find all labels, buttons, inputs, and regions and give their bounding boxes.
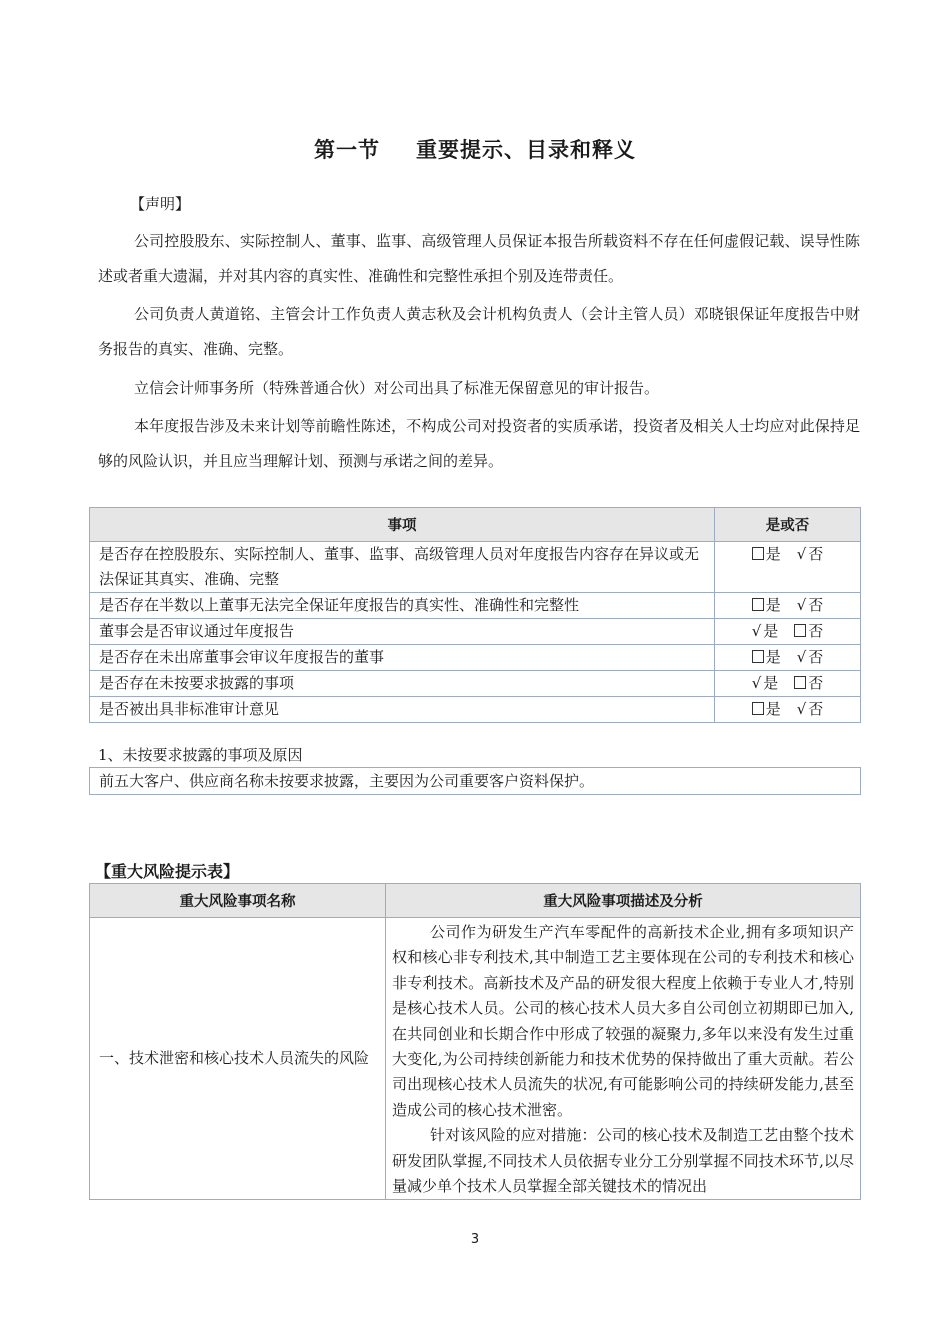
option-unchecked xyxy=(794,671,823,696)
option-label: 否 xyxy=(808,674,824,692)
matter-answer xyxy=(715,671,861,697)
matter-answer xyxy=(715,593,861,619)
option-unchecked xyxy=(752,645,781,670)
option-checked xyxy=(752,671,779,696)
table-row xyxy=(90,918,861,1200)
undisclosed-content: 前五大客户、供应商名称未按要求披露，主要因为公司重要客户资料保护。 xyxy=(90,768,861,795)
option-label: 是 xyxy=(765,596,781,614)
option-label: 是 xyxy=(763,622,779,640)
option-label: 是 xyxy=(763,674,779,692)
matter-answer xyxy=(715,542,861,593)
risk-description xyxy=(386,918,861,1200)
option-label: 否 xyxy=(808,648,824,666)
checkbox-empty-icon xyxy=(752,702,764,715)
matters-header-item: 事项 xyxy=(90,508,715,542)
risk-header-desc: 重大风险事项描述及分析 xyxy=(386,884,861,918)
table-row xyxy=(90,619,861,645)
option-label: 否 xyxy=(808,596,824,614)
option-checked xyxy=(752,619,779,644)
option-checked xyxy=(797,542,824,567)
matters-header-answer: 是或否 xyxy=(715,508,861,542)
table-row xyxy=(90,542,861,593)
matter-item: 是否存在半数以上董事无法完全保证年度报告的真实性、准确性和完整性 xyxy=(90,593,715,619)
declaration-paragraph: 公司控股股东、实际控制人、董事、监事、高级管理人员保证本报告所载资料不存在任何虚假记载、误导性陈述或者重大遗漏，并对其内容的真实性、准确性和完整性承担个别及连带责任。 xyxy=(98,232,860,285)
matter-answer xyxy=(715,697,861,723)
section-number: 第一节 xyxy=(314,138,380,162)
undisclosed-table xyxy=(89,767,861,795)
matter-item: 董事会是否审议通过年度报告 xyxy=(90,619,715,645)
declaration-paragraph: 公司负责人黄道铭、主管会计工作负责人黄志秋及会计机构负责人（会计主管人员）邓晓银保证年度报告中财务报告的真实、准确、完整。 xyxy=(98,305,860,358)
option-checked xyxy=(797,697,824,722)
matter-item: 是否被出具非标准审计意见 xyxy=(90,697,715,723)
option-label: 是 xyxy=(765,648,781,666)
table-row xyxy=(90,645,861,671)
page-title xyxy=(0,134,950,164)
option-unchecked xyxy=(752,542,781,567)
check-mark-icon: √ xyxy=(796,700,807,718)
option-checked xyxy=(797,645,824,670)
declaration-paragraph: 本年度报告涉及未来计划等前瞻性陈述，不构成公司对投资者的实质承诺，投资者及相关人士均应对此保持足够的风险认识，并且应当理解计划、预测与承诺之间的差异。 xyxy=(98,417,860,470)
page-number: 3 xyxy=(470,1232,480,1247)
option-label: 是 xyxy=(765,700,781,718)
risk-name: 一、技术泄密和核心技术人员流失的风险 xyxy=(90,918,386,1200)
matter-item: 是否存在未出席董事会审议年度报告的董事 xyxy=(90,645,715,671)
option-unchecked xyxy=(752,697,781,722)
option-label: 否 xyxy=(808,622,824,640)
table-row xyxy=(90,671,861,697)
checkbox-empty-icon xyxy=(752,650,764,663)
check-mark-icon: √ xyxy=(751,674,762,692)
option-checked xyxy=(797,593,824,618)
matter-item: 是否存在控股股东、实际控制人、董事、监事、高级管理人员对年度报告内容存在异议或无法保证其真实、准确、完整 xyxy=(90,542,715,593)
option-unchecked xyxy=(794,619,823,644)
check-mark-icon: √ xyxy=(751,622,762,640)
declaration-paragraph: 立信会计师事务所（特殊普通合伙）对公司出具了标准无保留意见的审计报告。 xyxy=(134,379,660,397)
checkbox-empty-icon xyxy=(794,624,806,637)
check-mark-icon: √ xyxy=(796,545,807,563)
matter-item: 是否存在未按要求披露的事项 xyxy=(90,671,715,697)
option-label: 否 xyxy=(808,700,824,718)
risk-table xyxy=(89,883,861,1200)
section-title-text: 重要提示、目录和释义 xyxy=(416,138,636,162)
risk-table-title: 【重大风险提示表】 xyxy=(95,862,240,881)
option-label: 是 xyxy=(765,545,781,563)
checkbox-empty-icon xyxy=(752,598,764,611)
option-unchecked xyxy=(752,593,781,618)
option-label: 否 xyxy=(808,545,824,563)
matter-answer xyxy=(715,645,861,671)
risk-paragraph: 针对该风险的应对措施：公司的核心技术及制造工艺由整个技术研发团队掌握,不同技术人员依据专业分工分别掌握不同技术环节,以尽量减少单个技术人员掌握全部关键技术的情况出 xyxy=(392,1126,854,1196)
table-row xyxy=(90,593,861,619)
matter-answer xyxy=(715,619,861,645)
declaration-label: 【声明】 xyxy=(130,195,191,213)
risk-paragraph: 公司作为研发生产汽车零配件的高新技术企业,拥有多项知识产权和核心非专利技术,其中制造工艺主要体现在公司的专利技术和核心非专利技术。高新技术及产品的研发很大程度上依赖于专业人才,特别是核心技术人员。公司的核心技术人员大多自公司创立初期即已加入,在共同创业和长期合作中形成了较强的凝聚力,多年以来没有发生过重大变化,为公司持续创新能力和技术优势的保持做出了重大贡献。若公司出现核心技术人员流失的状况,有可能影响公司的持续研发能力,甚至造成公司的核心技术泄密。 xyxy=(392,923,854,1119)
matters-table xyxy=(89,507,861,723)
checkbox-empty-icon xyxy=(794,676,806,689)
check-mark-icon: √ xyxy=(796,596,807,614)
checkbox-empty-icon xyxy=(752,547,764,560)
table-row xyxy=(90,697,861,723)
undisclosed-label: 1、未按要求披露的事项及原因 xyxy=(98,746,303,764)
check-mark-icon: √ xyxy=(796,648,807,666)
risk-header-name: 重大风险事项名称 xyxy=(90,884,386,918)
